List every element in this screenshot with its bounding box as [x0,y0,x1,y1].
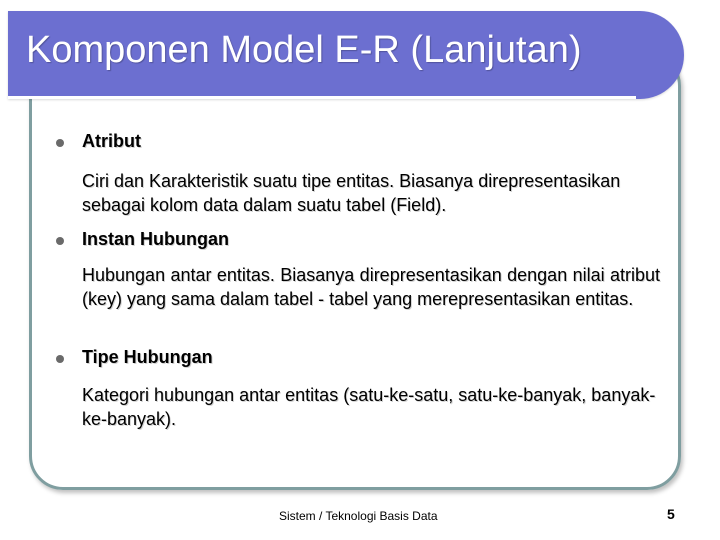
bullet-description-instan-hubungan: Hubungan antar entitas. Biasanya direpresentasikan dengan nilai atribut (key) yang sama dalam tabel - tabel yang merepresentasikan entitas. [82,265,660,309]
bullet-heading-instan-hubungan: Instan Hubungan [82,229,229,249]
footer-text: Sistem / Teknologi Basis Data [279,509,438,523]
bullet-icon [56,139,64,147]
bullet-heading-tipe-hubungan: Tipe Hubungan [82,347,213,367]
bullet-description-tipe-hubungan: Kategori hubungan antar entitas (satu-ke-satu, satu-ke-banyak, banyak-ke-banyak). [82,385,656,429]
bullet-icon [56,237,64,245]
slide-title: Komponen Model E-R (Lanjutan) [26,29,582,71]
title-underline [8,96,636,99]
page-number: 5 [667,506,675,522]
bullet-heading-atribut: Atribut [82,131,141,151]
bullet-description-atribut: Ciri dan Karakteristik suatu tipe entitas. Biasanya direpresentasikan sebagai kolom data dalam suatu tabel (Field). [82,171,621,215]
bullet-icon [56,355,64,363]
